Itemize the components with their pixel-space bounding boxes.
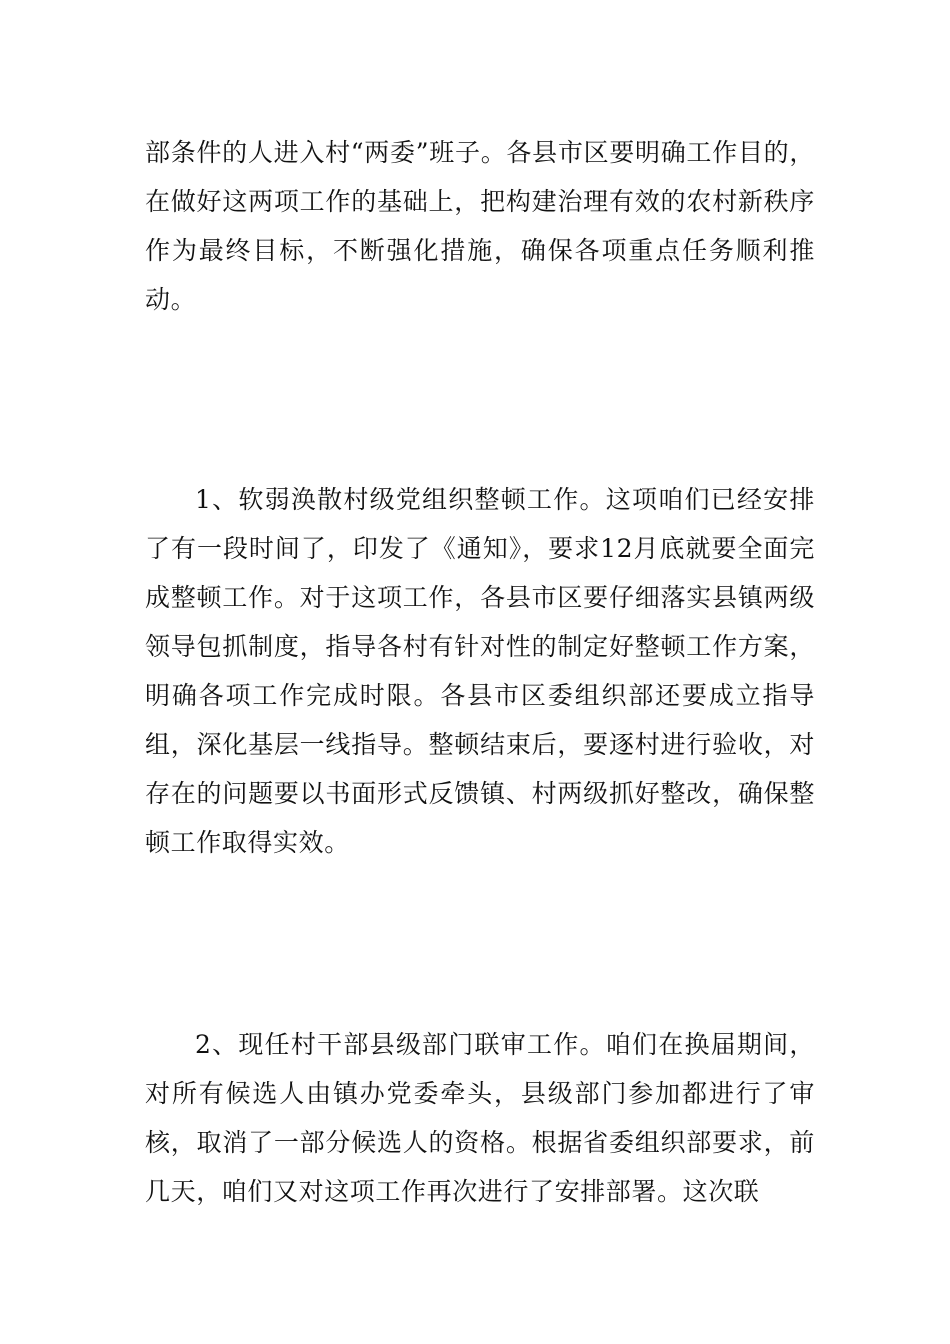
paragraph-continuation: 部条件的人进入村“两委”班子。各县市区要明确工作目的，在做好这两项工作的基础上，把构建治理有效的农村新秩序作为最终目标，不断强化措施，确保各项重点任务顺利推动。 [145, 138, 815, 314]
paragraph-item-2: 2、现任村干部县级部门联审工作。咱们在换届期间，对所有候选人由镇办党委牵头，县级部门参加都进行了审核，取消了一部分候选人的资格。根据省委组织部要求，前几天，咱们又对这项工作再次进行了安排部署。这次联 [145, 1030, 815, 1206]
paragraph-item-1: 1、软弱涣散村级党组织整顿工作。这项咱们已经安排了有一段时间了，印发了《通知》，要求12月底就要全面完成整顿工作。对于这项工作，各县市区要仔细落实县镇两级领导包抓制度，指导各村有针对性的制定好整顿工作方案，明确各项工作完成时限。各县市区委组织部还要成立指导组，深化基层一线指导。整顿结束后，要逐村进行验收，对存在的问题要以书面形式反馈镇、村两级抓好整改，确保整顿工作取得实效。 [145, 485, 815, 857]
